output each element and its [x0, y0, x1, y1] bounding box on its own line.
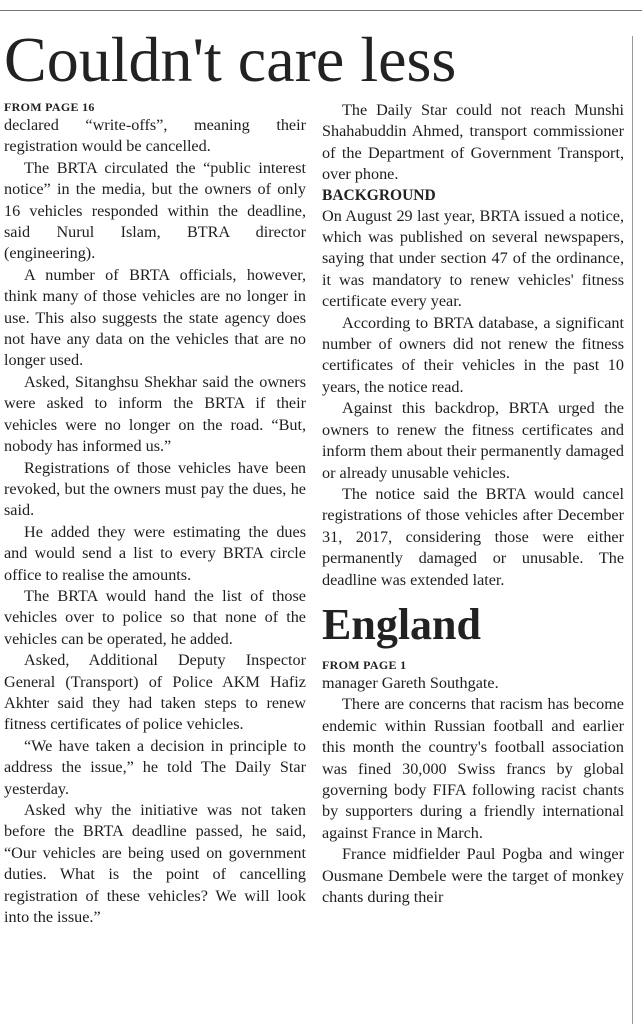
paragraph: On August 29 last year, BRTA issued a notice, which was published on several newspapers, saying that under section 47 of the ordinance, it was mandatory to renew vehicles' fitness certificate every year. — [322, 206, 624, 311]
paragraph: He added they were estimating the dues and would send a list to every BRTA circle office to realise the amounts. — [4, 522, 306, 584]
paragraph: France midfielder Paul Pogba and winger Ousmane Dembele were the target of monkey chants during their — [322, 845, 624, 906]
paragraph: Asked, Sitanghsu Shekhar said the owners were asked to inform the BRTA if their vehicles were no longer on the road. “But, nobody has informed us.” — [4, 372, 306, 456]
paragraph: Asked why the initiative was not taken before the BRTA deadline passed, he said, “Our vehicles are being used on government duties. What is the point of cancelling registration of these vehicles? We will look into the issue.” — [4, 801, 306, 927]
paragraph: There are concerns that racism has become endemic within Russian football and earlier this month the country's football association was fined 30,000 Swiss francs by global governing body FIFA following racist chants by supporters during a friendly international against France in March. — [322, 695, 624, 842]
paragraph: Asked, Additional Deputy Inspector General (Transport) of Police AKM Hafiz Akhter said they had taken steps to renew fitness certificates of police vehicles. — [4, 651, 306, 734]
article-left-column — [4, 99, 306, 928]
paragraph: According to BRTA database, a significant number of owners did not renew the fitness certificates of their vehicles in the past 10 years, the notice read. — [322, 313, 624, 396]
paragraph: Registrations of those vehicles have been revoked, but the owners must pay the dues, he said. — [4, 458, 306, 520]
headline-england: England — [322, 599, 481, 649]
from-page-label: FROM PAGE 16 — [4, 100, 95, 114]
paragraph: The notice said the BRTA would cancel registrations of those vehicles after December 31, 2017, considering those were either permanently damaged or unusable. The deadline was extended later. — [322, 484, 624, 589]
paragraph: manager Gareth Southgate. — [322, 673, 499, 692]
paragraph: Against this backdrop, BRTA urged the owners to renew the fitness certificates and inform them about their permanently damaged or already unusable vehicles. — [322, 399, 624, 482]
background-heading: BACKGROUND — [322, 186, 436, 204]
article-right-column — [322, 100, 624, 908]
top-rule — [0, 10, 642, 11]
paragraph: The BRTA would hand the list of those vehicles over to police so that none of the vehicles can be operated, he added. — [4, 586, 306, 648]
column-rule — [632, 36, 633, 1024]
paragraph: The BRTA circulated the “public interest notice” in the media, but the owners of only 16 vehicles responded within the deadline, said Nurul Islam, BTRA director (engineering). — [4, 158, 306, 263]
headline-couldnt-care-less: Couldn't care less — [4, 24, 457, 95]
paragraph: “We have taken a decision in principle to address the issue,” he told The Daily Star yesterday. — [4, 736, 306, 798]
from-page-label: FROM PAGE 1 — [322, 657, 407, 672]
paragraph: The Daily Star could not reach Munshi Shahabuddin Ahmed, transport commissioner of the Department of Government Transport, over phone. — [322, 101, 624, 184]
paragraph: A number of BRTA officials, however, think many of those vehicles are no longer in use. This also suggests the state agency does not have any data on the vehicles that are no longer used. — [4, 265, 306, 370]
paragraph: declared “write-offs”, meaning their registration would be cancelled. — [4, 116, 306, 156]
